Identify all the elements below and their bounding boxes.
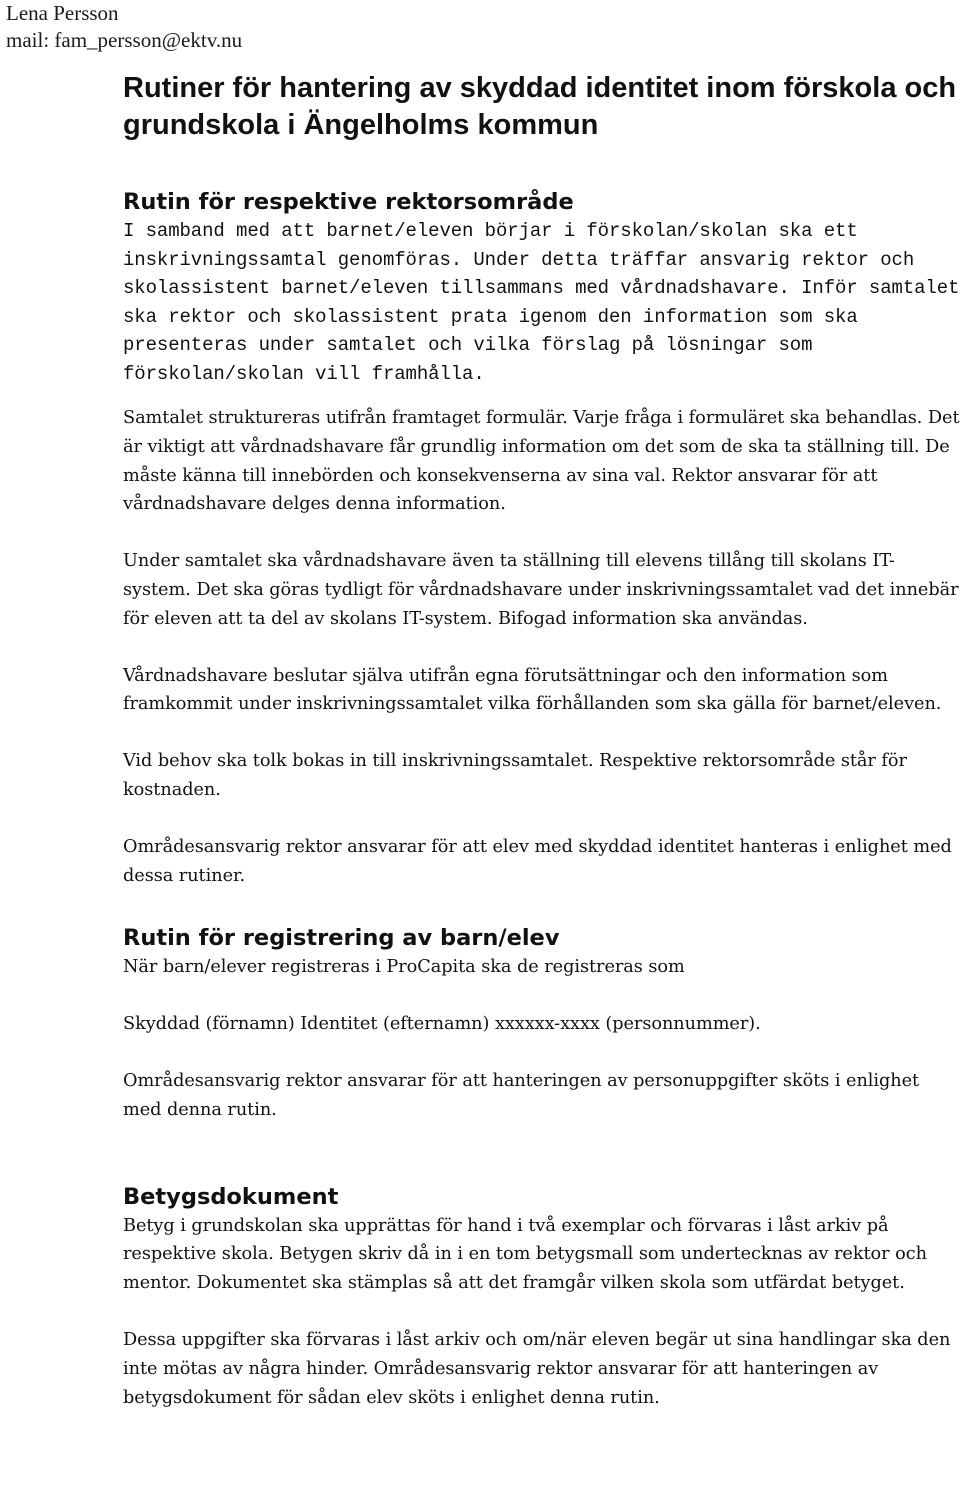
paragraph: Betyg i grundskolan ska upprättas för hand i två exemplar och förvaras i låst arkiv på respektive skola. Betygen skriv då in i en tom betygsmall som undertecknas av rektor och mentor. Dokumentet ska stämplas så att det framgår vilken skola som utfärdat betyget. xyxy=(123,1215,927,1294)
author-email: mail: fam_persson@ektv.nu xyxy=(6,28,243,52)
document-title: Rutiner för hantering av skyddad identitet inom förskola och grundskola i Ängelholms kommun xyxy=(123,72,957,141)
author-header xyxy=(6,0,242,54)
paragraph: När barn/elever registreras i ProCapita ska de registreras som xyxy=(123,957,685,978)
paragraph: Vid behov ska tolk bokas in till inskrivningssamtalet. Respektive rektorsområde står för kostnaden. xyxy=(123,751,907,800)
paragraph: Under samtalet ska vårdnadshavare även ta ställning till elevens tillång till skolans IT-system. Det ska göras tydligt för vårdnadshavare under inskrivningssamtalet vad det innebär för eleven att ta del av skolans IT-system. Bifogad information ska användas. xyxy=(123,551,959,629)
author-name: Lena Persson xyxy=(6,1,119,25)
section-betygsdokument xyxy=(123,1183,960,1413)
intro-block xyxy=(123,217,960,388)
section-rektorsomrade xyxy=(123,188,960,890)
paragraph: Vårdnadshavare beslutar själva utifrån egna förutsättningar och den information som framkommit under inskrivningssamtalet vilka förhållanden som ska gälla för barnet/eleven. xyxy=(123,665,942,715)
section-body xyxy=(123,953,960,1124)
paragraph: Områdesansvarig rektor ansvarar för att hanteringen av personuppgifter sköts i enlighet med denna rutin. xyxy=(123,1070,920,1120)
paragraph: Samtalet struktureras utifrån framtaget formulär. Varje fråga i formuläret ska behandlas. Det är viktigt att vårdnadshavare får grundlig information om det som de ska ta ställning till. De måste känna till innebörden och konsekvenserna av sina val. Rektor ansvarar för att vårdnadshavare delges denna information. xyxy=(123,408,960,515)
section-heading-betygsdokument: Betygsdokument xyxy=(123,1183,339,1210)
document-body xyxy=(123,70,960,1412)
paragraph: Dessa uppgifter ska förvaras i låst arkiv och om/när eleven begär ut sina handlingar ska den inte mötas av några hinder. Områdesansvarig rektor ansvarar för att hanteringen av betygsdokument för sådan elev sköts i enlighet denna rutin. xyxy=(123,1329,951,1408)
paragraph: Skyddad (förnamn) Identitet (efternamn) xxxxxx-xxxx (personnummer). xyxy=(123,1014,761,1035)
section-heading-registrering: Rutin för registrering av barn/elev xyxy=(123,925,560,952)
paragraph: I samband med att barnet/eleven börjar i förskolan/skolan ska ett inskrivningssamtal genomföras. Under detta träffar ansvarig rektor och skolassistent barnet/eleven tillsammans med vårdnadshavare. Inför samtalet ska rektor och skolassistent prata igenom den information som ska presenteras under samtalet och vilka förslag på lösningar som förskolan/skolan vill framhålla. xyxy=(123,220,960,385)
section-body xyxy=(123,404,960,890)
section-body xyxy=(123,1212,960,1413)
paragraph: Områdesansvarig rektor ansvarar för att elev med skyddad identitet hanteras i enlighet med dessa rutiner. xyxy=(123,836,952,886)
section-registrering xyxy=(123,924,960,1124)
section-heading-rektorsomrade: Rutin för respektive rektorsområde xyxy=(123,189,574,215)
